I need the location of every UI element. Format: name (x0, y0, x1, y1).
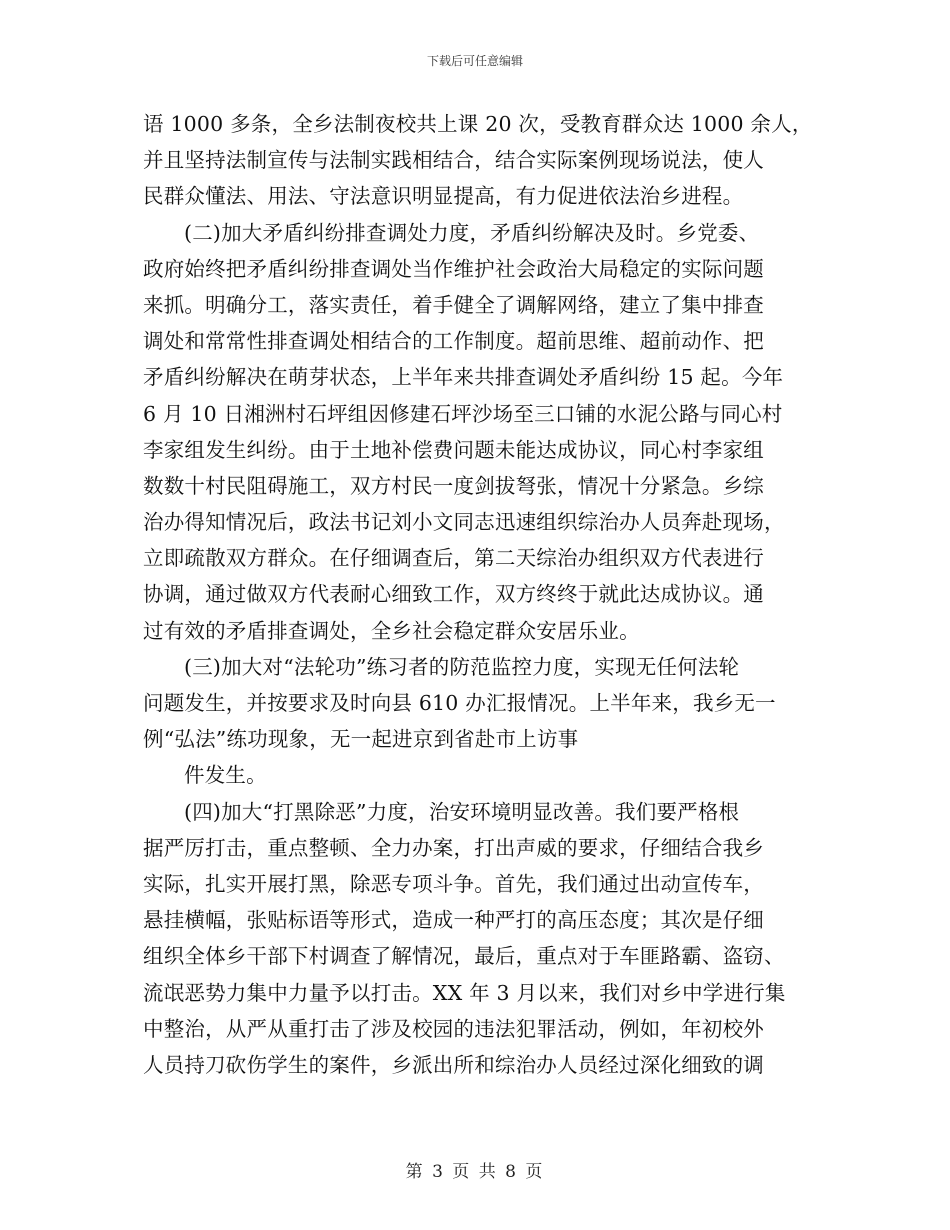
text-line: 组织全体乡干部下村调查了解情况，最后，重点对于车匪路霸、盗窃、 (143, 944, 785, 969)
page-number: 第 3 页 共 8 页 (405, 1162, 545, 1182)
text-line: 实际，扎实开展打黑，除恶专项斗争。首先，我们通过出动宣传车， (143, 871, 764, 896)
text-line: (三)加大对“法轮功”练习者的防范监控力度，实现无任何法轮 (184, 654, 740, 679)
text-line: 悬挂横幅，张贴标语等形式，造成一种严打的高压态度；其次是仔细 (143, 908, 764, 933)
text-line: 协调，通过做双方代表耐心细致工作，双方终终于就此达成协议。通 (143, 582, 764, 607)
text-line: 6 月 10 日湘洲村石坪组因修建石坪沙场至三口铺的水泥公路与同心村 (143, 401, 783, 426)
text-line: 例“弘法”练功现象，无一起进京到省赴市上访事 (143, 727, 579, 752)
text-line: 调处和常常性排查调处相结合的工作制度。超前思维、超前动作、把 (143, 329, 764, 354)
text-line: 语 1000 多条，全乡法制夜校共上课 20 次，受教育群众达 1000 余人， (143, 112, 813, 136)
text-line: 问题发生，并按要求及时向县 610 办汇报情况。上半年来，我乡无一 (143, 691, 776, 715)
text-line: 中整治，从严从重打击了涉及校园的违法犯罪活动，例如，年初校外 (143, 1016, 764, 1041)
page-header: 下载后可任意编辑 (426, 54, 523, 68)
text-line: 李家组发生纠纷。由于土地补偿费问题未能达成协议，同心村李家组 (143, 437, 764, 462)
text-line: 矛盾纠纷解决在萌芽状态，上半年来共排查调处矛盾纠纷 15 起。今年 (143, 365, 784, 390)
text-line: 来抓。明确分工，落实责任，着手健全了调解网络，建立了集中排查 (143, 292, 764, 317)
text-line: 数数十村民阻碍施工，双方村民一度剑拔弩张，情况十分紧急。乡综 (143, 473, 764, 498)
text-line: 治办得知情况后，政法书记刘小文同志迅速组织综治办人员奔赴现场， (143, 510, 785, 535)
document-body (143, 106, 813, 1083)
text-line: 民群众懂法、用法、守法意识明显提高，有力促进依法治乡进程。 (143, 184, 744, 209)
text-line: 件发生。 (184, 763, 267, 788)
text-line: 过有效的矛盾排查调处，全乡社会稳定群众安居乐业。 (143, 618, 640, 643)
text-line: 人员持刀砍伤学生的案件，乡派出所和综治办人员经过深化细致的调 (143, 1052, 764, 1077)
text-line: 据严厉打击，重点整顿、全力办案，打出声威的要求，仔细结合我乡 (143, 835, 764, 860)
text-line: (二)加大矛盾纠纷排查调处力度，矛盾纠纷解决及时。乡党委、 (184, 220, 760, 245)
text-line: 流氓恶势力集中力量予以打击。XX 年 3 月以来，我们对乡中学进行集 (143, 980, 786, 1005)
text-line: 并且坚持法制宣传与法制实践相结合，结合实际案例现场说法，使人 (143, 148, 764, 173)
text-line: 立即疏散双方群众。在仔细调查后，第二天综治办组织双方代表进行 (143, 546, 764, 571)
text-line: 政府始终把矛盾纠纷排查调处当作维护社会政治大局稳定的实际问题 (143, 256, 764, 281)
text-line: (四)加大“打黑除恶”力度，治安环境明显改善。我们要严格根 (184, 799, 740, 824)
